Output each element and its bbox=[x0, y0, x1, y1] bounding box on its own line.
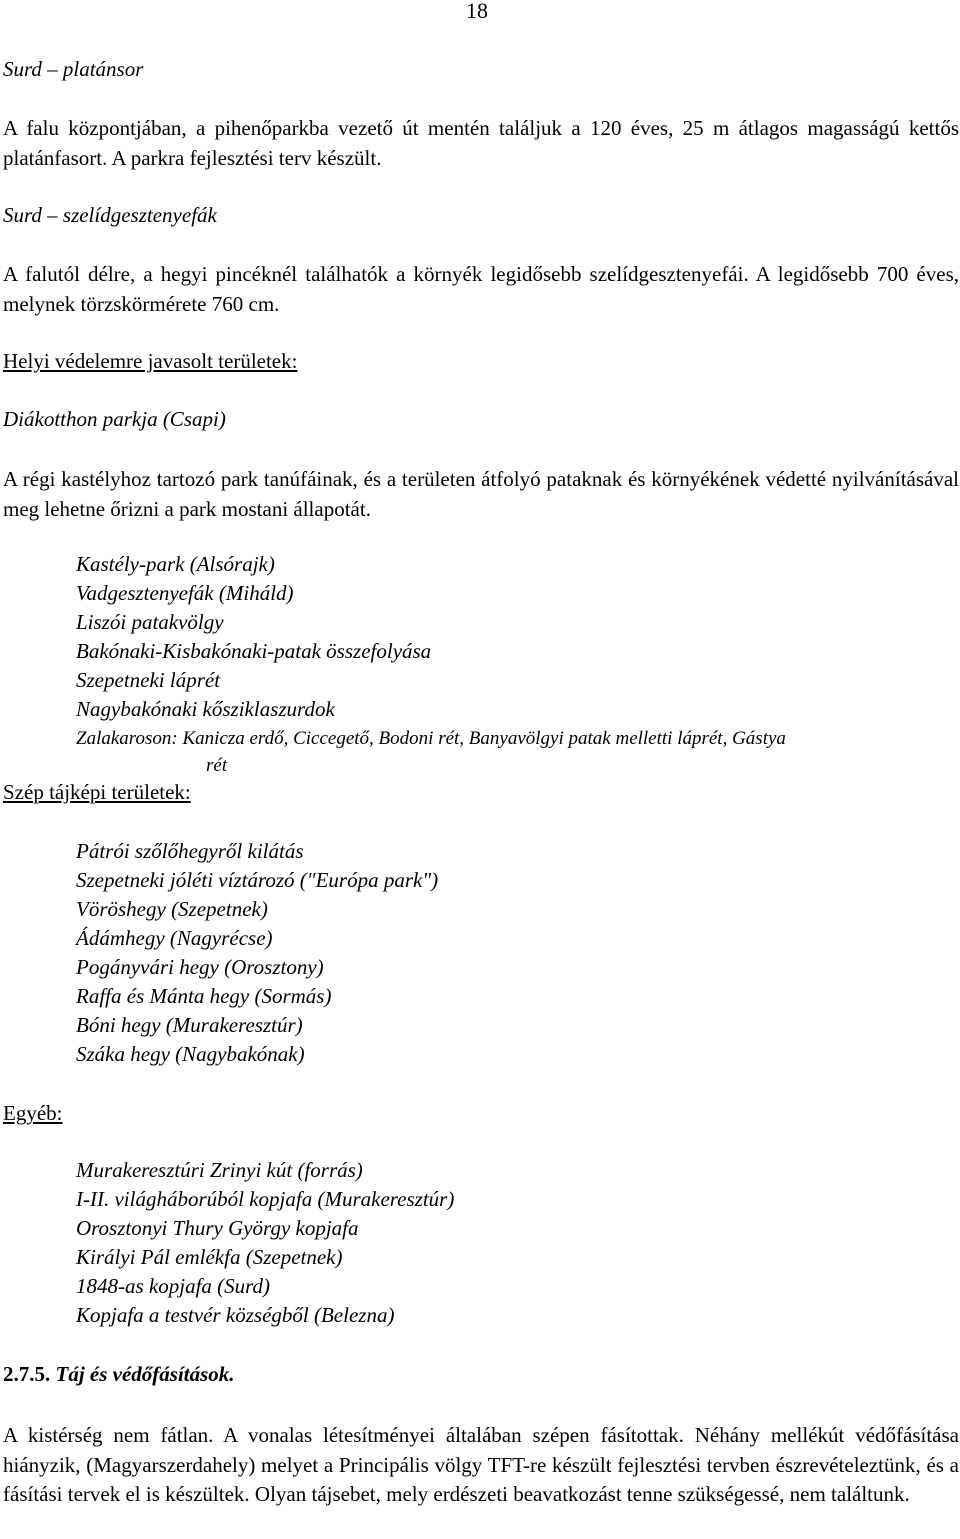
list-item: Ádámhegy (Nagyrécse) bbox=[76, 926, 273, 950]
page-number: 18 bbox=[466, 0, 488, 23]
list-item: 1848-as kopjafa (Surd) bbox=[76, 1274, 271, 1298]
section-number: 2.7.5. bbox=[3, 1362, 51, 1386]
list-item: Kastély-park (Alsórajk) bbox=[76, 552, 275, 576]
list-item: Raffa és Mánta hegy (Sormás) bbox=[76, 984, 332, 1008]
list-item: Királyi Pál emlékfa (Szepetnek) bbox=[76, 1245, 343, 1269]
section-title: Táj és védőfásítások. bbox=[55, 1362, 235, 1386]
list-item: Orosztonyi Thury György kopjafa bbox=[76, 1216, 359, 1240]
helyi-list bbox=[76, 550, 431, 724]
zalakaros-line-2: rét bbox=[206, 755, 228, 776]
egyeb-heading: Egyéb: bbox=[3, 1101, 63, 1125]
list-item: Szepetneki láprét bbox=[76, 668, 221, 692]
list-item: Szepetneki jóléti víztározó ("Európa park") bbox=[76, 868, 439, 892]
szep-heading: Szép tájképi területek: bbox=[3, 780, 191, 804]
list-item: Száka hegy (Nagybakónak) bbox=[76, 1042, 305, 1066]
section-heading bbox=[3, 1362, 235, 1387]
list-item: Vadgesztenyefák (Miháld) bbox=[76, 581, 294, 605]
list-item: Liszói patakvölgy bbox=[76, 610, 224, 634]
egyeb-list bbox=[76, 1156, 454, 1330]
zalakaros-item bbox=[76, 725, 956, 779]
diakotthon-title: Diákotthon parkja (Csapi) bbox=[3, 407, 226, 431]
surd-platan-text: A falu központjában, a pihenőparkba vezető út mentén találjuk a 120 éves, 25 m átlagos magasságú kettős platánfasort. A parkra fejlesztési terv készült. bbox=[3, 116, 959, 170]
szep-list bbox=[76, 837, 438, 1069]
surd-szelid-title: Surd – szelídgesztenyefák bbox=[3, 203, 217, 227]
surd-platan-title: Surd – platánsor bbox=[3, 57, 144, 81]
section-text: A kistérség nem fátlan. A vonalas létesítményei általában szépen fásítottak. Néhány mellékút védőfásítása hiányzik, (Magyarszerdahely) melyet a Principális völgy TFT-re készült fejlesztési tervben észrevételeztünk, és a fásítási tervek el is készültek. Olyan tájsebet, mely erdészeti beavatkozást tenne szükségessé, nem találtunk. bbox=[3, 1423, 959, 1506]
list-item: Bakónaki-Kisbakónaki-patak összefolyása bbox=[76, 639, 432, 663]
list-item: Pogányvári hegy (Orosztony) bbox=[76, 955, 324, 979]
zalakaros-line-1: Zalakaroson: Kanicza erdő, Ciccegető, Bodoni rét, Banyavölgyi patak melletti láprét, Gástya bbox=[76, 728, 786, 749]
list-item: Bóni hegy (Murakeresztúr) bbox=[76, 1013, 303, 1037]
diakotthon-text: A régi kastélyhoz tartozó park tanúfáinak, és a területen átfolyó pataknak és környékének védetté nyilvánításával meg lehetne őrizni a park mostani állapotát. bbox=[3, 467, 959, 521]
list-item: Nagybakónaki kősziklaszurdok bbox=[76, 697, 335, 721]
list-item: I-II. világháborúból kopjafa (Murakeresztúr) bbox=[76, 1187, 455, 1211]
list-item: Murakeresztúri Zrinyi kút (forrás) bbox=[76, 1158, 363, 1182]
list-item: Pátrói szőlőhegyről kilátás bbox=[76, 839, 304, 863]
list-item: Kopjafa a testvér községből (Belezna) bbox=[76, 1303, 395, 1327]
list-item: Vöröshegy (Szepetnek) bbox=[76, 897, 268, 921]
surd-szelid-text: A falutól délre, a hegyi pincéknél találhatók a környék legidősebb szelídgesztenyefái. A legidősebb 700 éves, melynek törzskörmérete 760 cm. bbox=[3, 262, 959, 316]
helyi-heading: Helyi védelemre javasolt területek: bbox=[3, 349, 298, 373]
